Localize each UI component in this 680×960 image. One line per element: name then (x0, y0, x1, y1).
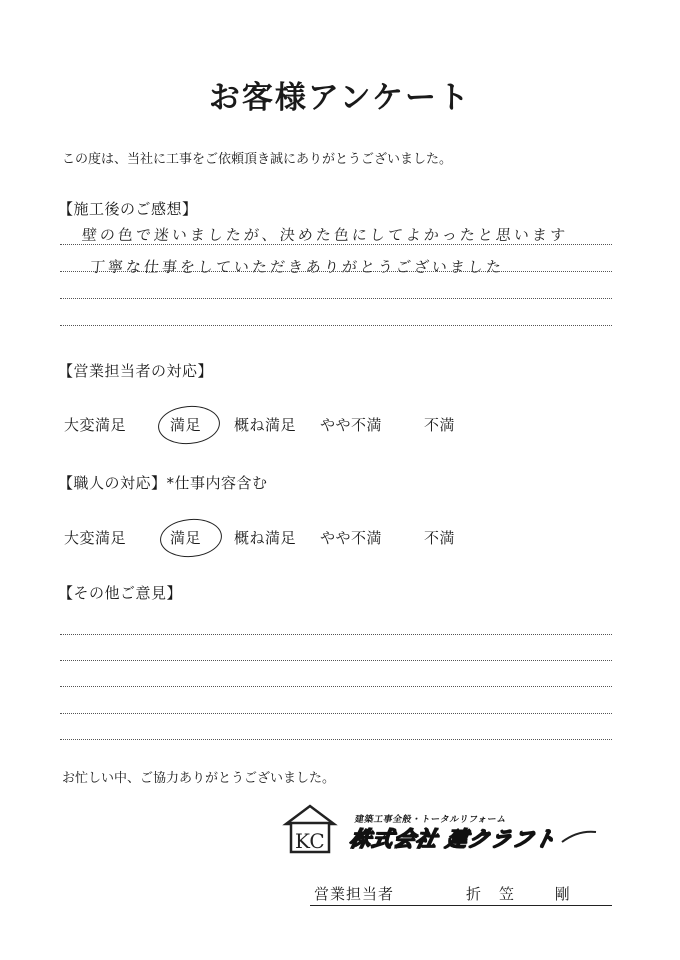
craftsman-option-somewhat-dissatisfied[interactable]: やや不満 (320, 529, 383, 547)
signature-line (310, 905, 612, 906)
impression-line-2: 丁寧な仕事をしていただきありがとうございました (89, 258, 505, 276)
sales-option-somewhat-dissatisfied[interactable]: やや不満 (320, 416, 383, 434)
craftsman-option-dissatisfied[interactable]: 不満 (424, 529, 456, 547)
logo-letters: KC (295, 829, 325, 853)
answer-line (60, 686, 612, 687)
other-heading: 【その他ご意見】 (58, 584, 183, 602)
answer-line (60, 244, 612, 245)
answer-line (60, 713, 612, 714)
answer-line (60, 271, 612, 272)
craftsman-option-very-satisfied[interactable]: 大変満足 (64, 529, 127, 547)
selection-circle (156, 403, 221, 446)
logo-swoosh-icon (560, 826, 600, 846)
answer-line (60, 325, 612, 326)
selection-circle (158, 516, 223, 559)
sales-rep-label: 営業担当者 (314, 885, 395, 903)
answer-line (60, 660, 612, 661)
page-title: お客様アンケート (208, 80, 472, 116)
answer-line (60, 739, 612, 740)
answer-line (60, 634, 612, 635)
answer-line (60, 298, 612, 299)
sales-option-satisfied[interactable]: 満足 (170, 416, 202, 434)
impression-line-1: 壁の色で迷いましたが、決めた色にしてよかったと思います (81, 226, 569, 244)
sales-option-very-satisfied[interactable]: 大変満足 (64, 416, 127, 434)
craftsman-heading: 【職人の対応】*仕事内容含む (58, 474, 268, 492)
craftsman-option-satisfied[interactable]: 満足 (170, 529, 202, 547)
sales-rep-name: 折笠 剛 (466, 885, 588, 903)
impressions-heading: 【施工後のご感想】 (58, 200, 198, 218)
sales-heading: 【営業担当者の対応】 (58, 362, 214, 380)
company-logo-icon (282, 800, 338, 856)
company-name: 株式会社 建クラフト (347, 827, 559, 851)
craftsman-option-mostly-satisfied[interactable]: 概ね満足 (234, 529, 297, 547)
intro-text: この度は、当社に工事をご依頼頂き誠にありがとうございました。 (62, 152, 453, 167)
closing-text: お忙しい中、ご協力ありがとうございました。 (62, 771, 336, 786)
sales-option-dissatisfied[interactable]: 不満 (424, 416, 456, 434)
company-tagline: 建築工事全般・トータルリフォーム (353, 815, 508, 825)
sales-option-mostly-satisfied[interactable]: 概ね満足 (234, 416, 297, 434)
